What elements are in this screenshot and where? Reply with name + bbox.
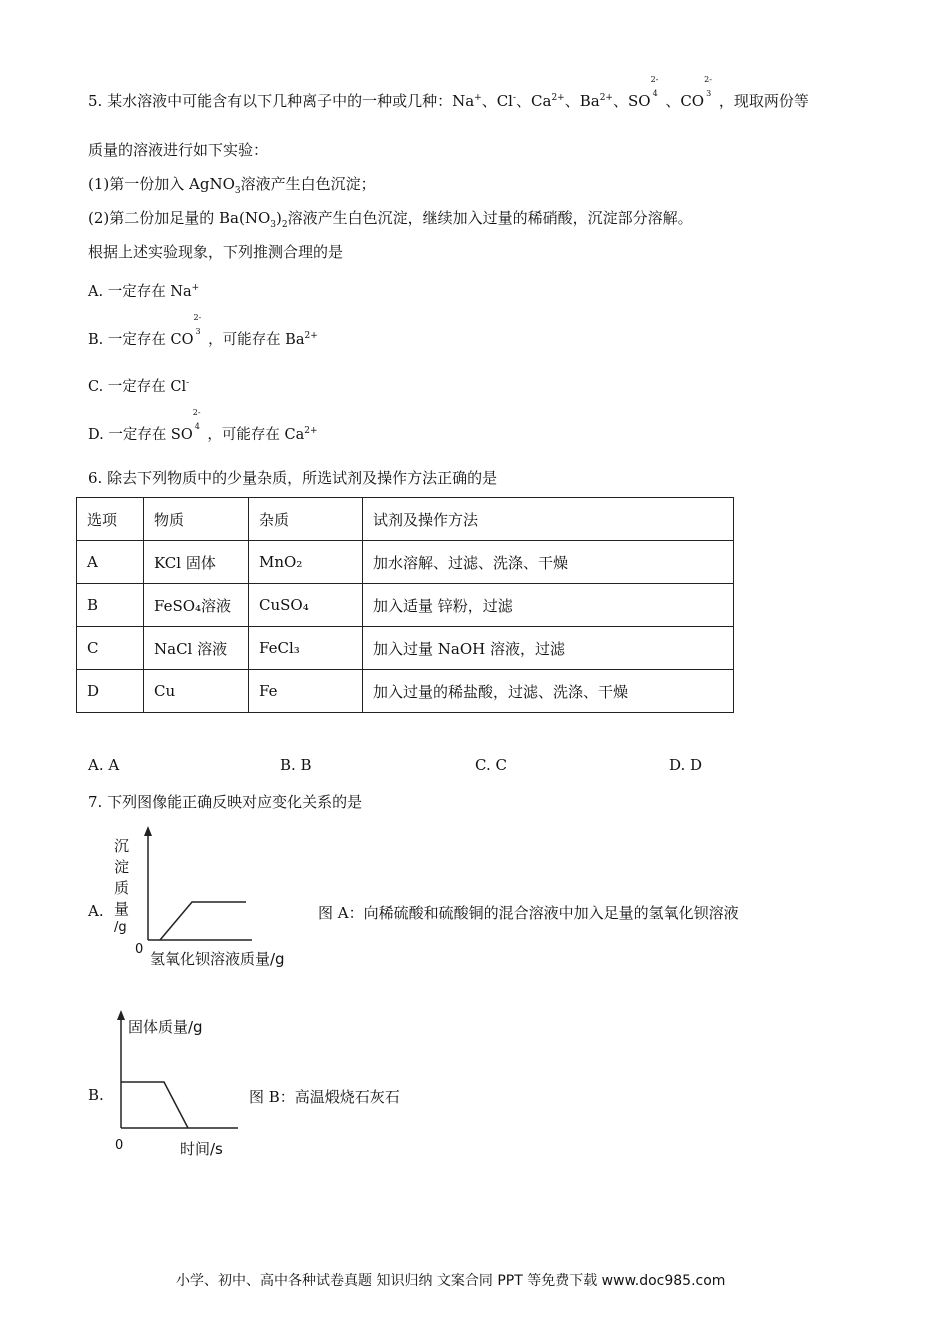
chart-a-curve (160, 902, 246, 940)
table-cell: B (77, 584, 144, 627)
chart-a-caption: 图 A：向稀硫酸和硫酸铜的混合溶液中加入足量的氢氧化钡溶液 (318, 904, 739, 922)
chart-a-plot (138, 826, 258, 946)
q5-text: 溶液产生白色沉淀，继续加入过量的稀硝酸，沉淀部分溶解。 (287, 209, 693, 227)
sulfate-charge (192, 408, 203, 441)
q6-answer-c[interactable]: C. C (475, 756, 507, 774)
table-cell: FeSO₄溶液 (144, 584, 249, 627)
sulfate-charge (650, 75, 661, 108)
table-row (77, 584, 734, 627)
chart-a-yunit: /g (114, 920, 127, 935)
subscript: 4 (194, 422, 200, 431)
subscript: 2 (281, 220, 288, 230)
table-cell: 加入适量 锌粉，过滤 (363, 584, 734, 627)
q5-text: 溶液产生白色沉淀； (240, 175, 376, 193)
charge: 2+ (599, 93, 613, 103)
chart-a-xlabel: 氢氧化钡溶液质量/g (150, 950, 285, 968)
subscript: 4 (652, 89, 658, 98)
table-cell: KCl 固体 (144, 541, 249, 584)
subscript: 3 (234, 186, 241, 196)
carbonate-charge (193, 313, 203, 346)
table-cell: NaCl 溶液 (144, 627, 249, 670)
table-header: 选项 (77, 498, 144, 541)
table-header: 试剂及操作方法 (363, 498, 734, 541)
table-cell: A (77, 541, 144, 584)
q5-text: C. 一定存在 Cl (88, 378, 187, 395)
q5-option-a[interactable] (88, 278, 199, 302)
subscript: 3 (706, 89, 712, 98)
charge: 2+ (551, 93, 565, 103)
table-cell: FeCl₃ (249, 627, 363, 670)
chart-b-xlabel: 时间/s (180, 1140, 223, 1158)
chart-a-ylabel-char: 量 (114, 900, 130, 918)
charge: 2- (704, 75, 712, 84)
charge: + (474, 93, 482, 103)
q5-text: 、Ca (516, 92, 552, 110)
q5-ask: 根据上述实验现象，下列推测合理的是 (88, 243, 344, 261)
q5-stem-line2: 质量的溶液进行如下实验： (88, 141, 269, 159)
q5-option-c[interactable] (88, 373, 189, 397)
chart-b-curve (121, 1082, 188, 1128)
q5-text: 、CO (660, 92, 705, 110)
table-cell: 加入过量的稀盐酸，过滤、洗涤、干燥 (363, 670, 734, 713)
charge: 2- (650, 75, 659, 84)
table-header: 杂质 (249, 498, 363, 541)
table-header-row (77, 498, 734, 541)
table-row (77, 627, 734, 670)
table-cell: 加入过量 NaOH 溶液，过滤 (363, 627, 734, 670)
q5-option-b[interactable] (88, 313, 318, 350)
table-row (77, 541, 734, 584)
charge: + (191, 283, 200, 293)
q6-stem: 6. 除去下列物质中的少量杂质，所选试剂及操作方法正确的是 (88, 469, 498, 487)
q5-text: ，可能存在 Ca (202, 426, 305, 443)
chart-b-origin: 0 (115, 1138, 124, 1153)
carbonate-charge (704, 75, 714, 108)
q7-option-a-label[interactable]: A. (88, 902, 104, 920)
charge: 2+ (304, 331, 318, 341)
page-footer: 小学、初中、高中各种试卷真题 知识归纳 文案合同 PPT 等免费下载 www.doc985.com (176, 1273, 726, 1289)
chart-a-ylabel-char: 沉 (114, 837, 130, 855)
charge: 2- (192, 408, 201, 417)
q6-answer-d[interactable]: D. D (669, 756, 703, 774)
q5-text: D. 一定存在 SO (88, 426, 193, 443)
table-cell: D (77, 670, 144, 713)
q5-text: ，可能存在 Ba (203, 331, 305, 348)
table-header: 物质 (144, 498, 249, 541)
q5-text: A. 一定存在 Na (88, 283, 192, 300)
charge: 2+ (304, 426, 318, 436)
chart-a-origin: 0 (135, 942, 144, 957)
table-cell: Fe (249, 670, 363, 713)
chart-b-plot (114, 1010, 244, 1135)
chart-b-ylabel: 固体质量/g (128, 1018, 203, 1036)
q5-text: (1)第一份加入 AgNO (88, 175, 235, 193)
q5-text: ，现取两份等 (714, 92, 809, 110)
table-cell: CuSO₄ (249, 584, 363, 627)
q6-table (76, 497, 734, 713)
table-cell: Cu (144, 670, 249, 713)
chart-b-caption: 图 B：高温煅烧石灰石 (249, 1088, 400, 1106)
subscript: 3 (195, 327, 201, 336)
q5-exp1 (88, 174, 376, 201)
q5-text: 、SO (612, 92, 651, 110)
table-cell: C (77, 627, 144, 670)
table-cell: 加水溶解、过滤、洗涤、干燥 (363, 541, 734, 584)
charge: - (512, 93, 517, 103)
q5-text: 、Cl (481, 92, 513, 110)
q7-option-b-label[interactable]: B. (88, 1086, 104, 1104)
q5-stem-line1 (88, 75, 809, 111)
q5-text: ) (276, 209, 282, 227)
q5-text: 5. 某水溶液中可能含有以下几种离子中的一种或几种：Na (88, 92, 475, 110)
q5-text: 、Ba (564, 92, 600, 110)
chart-a-ylabel-char: 质 (114, 879, 130, 897)
charge: 2- (193, 313, 202, 322)
q5-text: (2)第二份加足量的 Ba(NO (88, 209, 271, 227)
subscript: 3 (270, 220, 276, 230)
charge: - (186, 378, 190, 388)
table-row (77, 670, 734, 713)
chart-a-ylabel-char: 淀 (114, 858, 130, 876)
q5-exp2 (88, 208, 693, 235)
table-cell: MnO₂ (249, 541, 363, 584)
q7-stem: 7. 下列图像能正确反映对应变化关系的是 (88, 793, 363, 811)
q6-answer-a[interactable]: A. A (88, 756, 120, 774)
q6-answer-b[interactable]: B. B (280, 756, 312, 774)
q5-option-d[interactable] (88, 408, 318, 445)
q5-text: B. 一定存在 CO (88, 331, 194, 348)
